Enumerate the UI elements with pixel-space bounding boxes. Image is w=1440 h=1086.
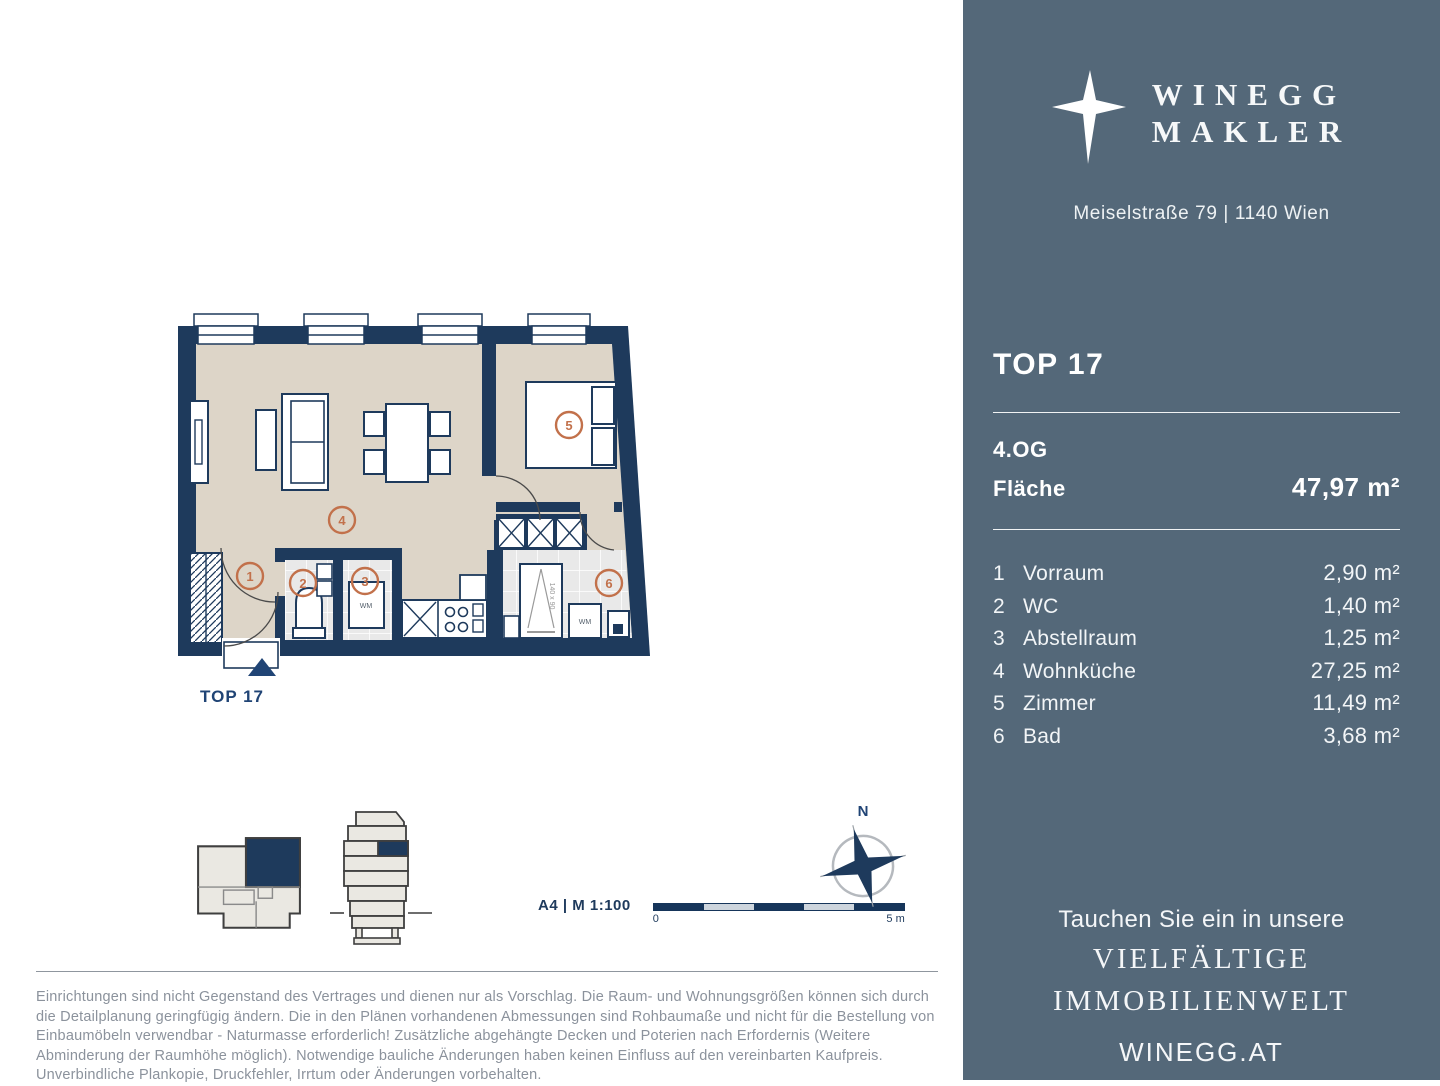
wardrobe-icon (190, 553, 222, 643)
room-area: 11,49 m² (1312, 690, 1400, 715)
svg-text:6: 6 (605, 576, 613, 591)
room-number: 1 (993, 562, 1005, 585)
svg-text:4: 4 (338, 513, 346, 528)
entrance-door (222, 638, 280, 668)
room-name: Wohnküche (1023, 659, 1137, 683)
kitchen-counter-icon (402, 600, 487, 638)
unit-area-row (993, 472, 1400, 503)
unit-title: TOP 17 (993, 348, 1105, 381)
keyplan-diagram (193, 833, 305, 937)
floorplan-drawing (160, 298, 690, 718)
sofa-icon (282, 394, 328, 490)
room-number: 3 (993, 627, 1005, 650)
room-row (993, 560, 1400, 593)
washing-machine-icon (569, 604, 601, 638)
svg-text:WM: WM (578, 619, 592, 626)
divider (993, 529, 1400, 530)
interior-wall (482, 344, 496, 476)
cupboard-icon (504, 616, 519, 638)
svg-text:3: 3 (361, 574, 369, 589)
room-name: Vorraum (1023, 562, 1105, 585)
room-area: 1,25 m² (1323, 625, 1400, 650)
room-name: WC (1023, 594, 1059, 618)
disclaimer-text: Einrichtungen sind nicht Gegenstand des Vertrages und dienen nur als Vorschlag. Die Raum- und Wohnungsgrößen können sich durch die Detailplanung geringfügig ändern. Die in den Plänen vorhandenen Abmessungen sind Rohbaumaße und nicht für die Bestellung von Einbaumöbeln verwendbar - Naturmasse erforderlich! Zusätzliche abgehängte Decken und Poterien nach Erfordernis (Weitere Abminderung der Raumhöhe möglich). Notwendige bauliche Änderungen haben keinen Einfluss auf den vereinbarten Kaufpreis. Unverbindliche Plankopie, Druckfehler, Irrtum oder Änderungen vorbehalten. (36, 989, 935, 1083)
compass-icon (813, 800, 913, 912)
scale-zero: 0 (652, 913, 659, 925)
interior-wall (487, 550, 503, 638)
brand-logo (963, 62, 1440, 164)
divider (993, 412, 1400, 413)
property-address: Meiselstraße 79 | 1140 Wien (1073, 203, 1330, 224)
footer-divider (36, 971, 938, 972)
room-name: Zimmer (1023, 692, 1096, 715)
room-area: 3,68 m² (1323, 722, 1400, 748)
room-area: 2,90 m² (1323, 560, 1400, 585)
svg-text:WM: WM (359, 603, 373, 610)
area-label: Fläche (993, 476, 1066, 501)
scale-max: 5 m (886, 913, 905, 925)
room-row (993, 593, 1400, 626)
door-gap (580, 502, 614, 512)
room-row (993, 690, 1400, 723)
radiator-icon (190, 401, 208, 483)
room-row (993, 625, 1400, 658)
info-sidebar (963, 0, 1440, 1080)
room-area: 1,40 m² (1323, 592, 1400, 618)
svg-text:5: 5 (565, 418, 573, 433)
svg-text:2: 2 (299, 576, 307, 591)
tagline-line3: IMMOBILIENWELT (1052, 985, 1351, 1017)
building-section-diagram (328, 810, 434, 955)
tagline (963, 906, 1440, 1068)
room-number: 6 (993, 724, 1005, 748)
room-number: 2 (993, 594, 1005, 618)
room-name: Bad (1023, 724, 1062, 748)
brand-wordmark (1152, 76, 1352, 150)
area-value: 47,97 m² (1291, 472, 1400, 502)
room-name: Abstellraum (1023, 627, 1138, 650)
svg-text:1: 1 (246, 569, 254, 584)
unit-info (993, 348, 1400, 755)
plan-unit-label: TOP 17 (200, 687, 264, 706)
room-area: 27,25 m² (1310, 657, 1400, 683)
shower-icon (520, 564, 562, 638)
svg-text:N: N (857, 803, 869, 820)
tagline-intro: Tauchen Sie ein in unsere (1058, 906, 1345, 933)
room-list (993, 560, 1400, 755)
room-row (993, 658, 1400, 691)
room-number: 4 (993, 659, 1005, 683)
keyplan-highlight (246, 838, 300, 887)
section-highlight (378, 841, 408, 856)
star-logo-icon (1052, 68, 1126, 164)
toilet-icon (608, 611, 629, 637)
tagline-line2: VIELFÄLTIGE (1092, 943, 1311, 975)
brand-name-line1: WINEGG (1151, 77, 1347, 112)
cupboard-icon (460, 575, 486, 600)
room-row (993, 723, 1400, 756)
room-number: 5 (993, 692, 1005, 715)
scale-label: A4 | M 1:100 (538, 897, 631, 914)
website-link: WINEGG.AT (1119, 1037, 1284, 1067)
coffee-table-icon (256, 410, 276, 470)
svg-text:140 x 90: 140 x 90 (548, 582, 555, 610)
brand-name-line2: MAKLER (1151, 114, 1352, 149)
unit-floor: 4.OG (993, 437, 1048, 462)
